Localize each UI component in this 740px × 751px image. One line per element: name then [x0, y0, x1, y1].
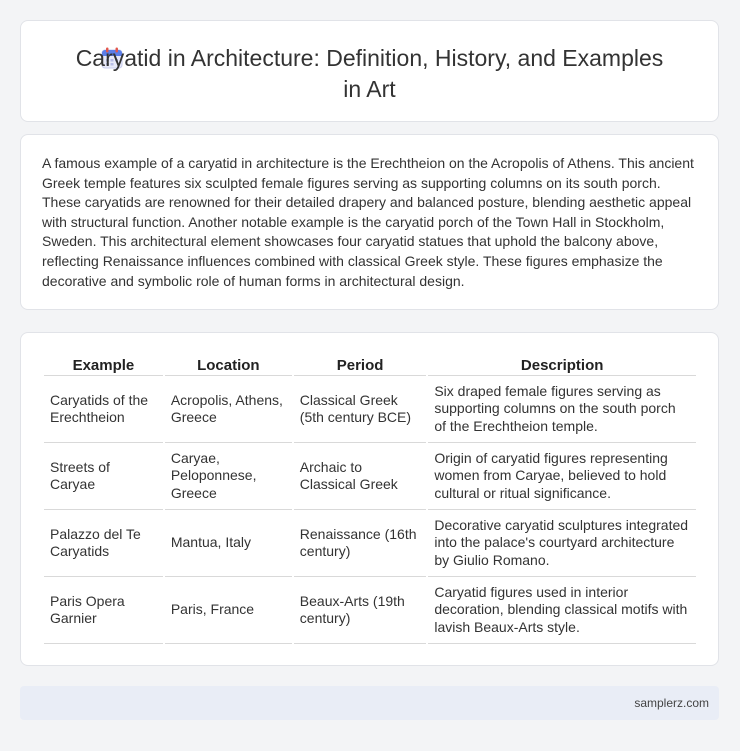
- intro-card: [20, 134, 719, 310]
- cell-period: Classical Greek (5th century BCE): [294, 376, 427, 443]
- table-card: [20, 332, 719, 666]
- table-row: [44, 376, 696, 443]
- table-header-row: [44, 353, 696, 376]
- footer-bar: [20, 686, 719, 720]
- column-header-example: Example: [44, 353, 163, 376]
- cell-example: Streets of Caryae: [44, 443, 163, 510]
- examples-table: [42, 353, 698, 644]
- cell-location: Acropolis, Athens, Greece: [165, 376, 292, 443]
- cell-example: Palazzo del Te Caryatids: [44, 510, 163, 577]
- cell-description: Decorative caryatid sculptures integrated into the palace's courtyard architecture by Giulio Romano.: [428, 510, 696, 577]
- cell-description: Origin of caryatid figures representing women from Caryae, believed to hold cultural or ritual significance.: [428, 443, 696, 510]
- table-row: [44, 443, 696, 510]
- table-row: [44, 577, 696, 644]
- cell-period: Archaic to Classical Greek: [294, 443, 427, 510]
- cell-location: Caryae, Peloponnese, Greece: [165, 443, 292, 510]
- column-header-location: Location: [165, 353, 292, 376]
- cell-description: Six draped female figures serving as supporting columns on the south porch of the Erechtheion temple.: [428, 376, 696, 443]
- header-card: [20, 20, 719, 122]
- cell-period: Beaux-Arts (19th century): [294, 577, 427, 644]
- cell-example: Paris Opera Garnier: [44, 577, 163, 644]
- table-row: [44, 510, 696, 577]
- cell-location: Mantua, Italy: [165, 510, 292, 577]
- page-title: Caryatid in Architecture: Definition, History, and Examples in Art: [75, 45, 664, 102]
- cell-description: Caryatid figures used in interior decoration, blending classical motifs with lavish Beaux-Arts style.: [428, 577, 696, 644]
- cell-location: Paris, France: [165, 577, 292, 644]
- intro-paragraph: A famous example of a caryatid in architecture is the Erechtheion on the Acropolis of Athens. This ancient Greek temple features six sculpted female figures serving as supporting columns on its south porch. These caryatids are renowned for their detailed drapery and balanced posture, blending aesthetic appeal with structural function. Another notable example is the caryatid porch of the Town Hall in Stockholm, Sweden. This architectural element showcases four caryatid statues that uphold the balcony above, reflecting Renaissance influences combined with classical Greek style. These figures emphasize the decorative and symbolic role of human forms in architectural design.: [42, 155, 694, 289]
- footer-site-link[interactable]: samplerz.com: [634, 696, 709, 710]
- column-header-description: Description: [428, 353, 696, 376]
- cell-example: Caryatids of the Erechtheion: [44, 376, 163, 443]
- column-header-period: Period: [294, 353, 427, 376]
- cell-period: Renaissance (16th century): [294, 510, 427, 577]
